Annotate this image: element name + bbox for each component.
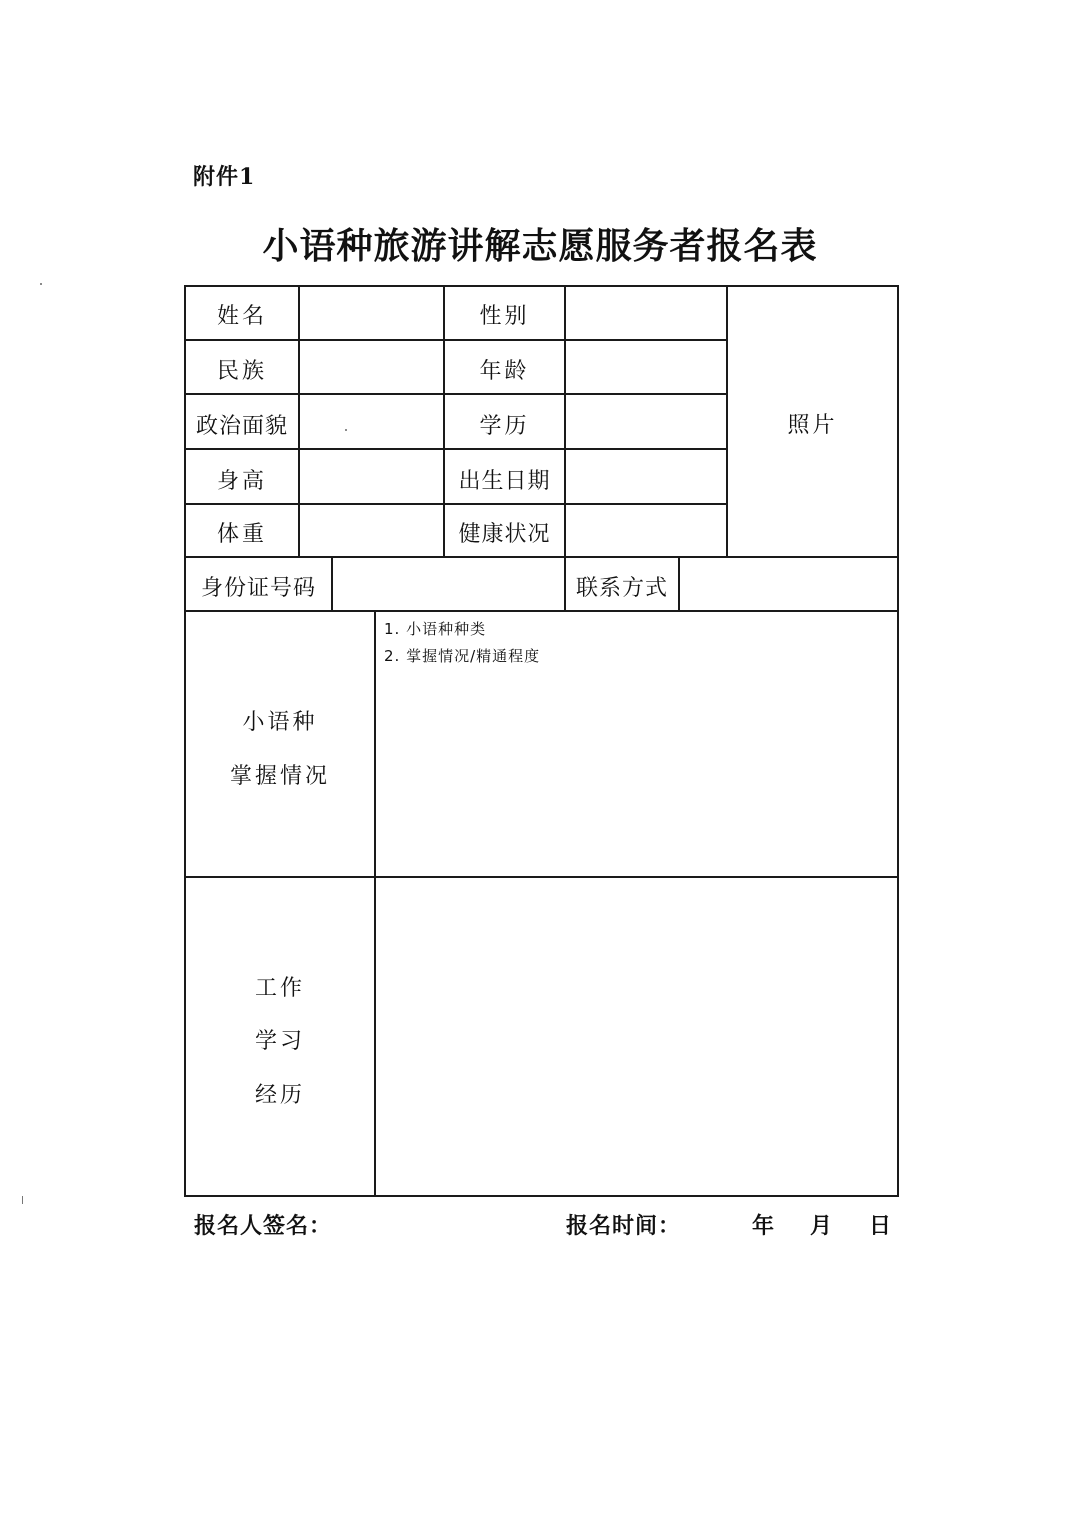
gender-label-cell — [443, 285, 566, 341]
scan-speck — [345, 429, 347, 431]
language-note-1: 1. 小语种种类 — [384, 620, 487, 638]
weight-input-cell[interactable] — [298, 503, 445, 558]
weight-label-cell — [184, 503, 300, 558]
height-label-cell — [184, 448, 300, 505]
gender-input-cell[interactable] — [564, 285, 728, 341]
education-label-cell — [443, 393, 566, 450]
id-label-cell — [184, 556, 333, 612]
political-label-cell — [184, 393, 300, 450]
language-note-2: 2. 掌握情况/精通程度 — [384, 647, 541, 665]
attachment-label: 附件1 — [193, 164, 256, 190]
photo-cell[interactable] — [726, 285, 899, 558]
name-input-cell[interactable] — [298, 285, 445, 341]
language-label-line2: 掌握情况 — [229, 764, 330, 789]
form-title: 小语种旅游讲解志愿服务者报名表 — [262, 225, 818, 267]
experience-label-line1: 工作 — [254, 976, 305, 1001]
language-label-line1: 小语种 — [242, 710, 318, 735]
age-label: 年龄 — [479, 359, 530, 384]
health-label-cell — [443, 503, 566, 558]
political-label: 政治面貌 — [195, 414, 288, 439]
language-input-cell[interactable] — [374, 610, 899, 878]
birthdate-input-cell[interactable] — [564, 448, 728, 505]
experience-label-line2: 学习 — [254, 1029, 305, 1054]
height-label: 身高 — [216, 469, 267, 494]
ethnicity-label-cell — [184, 339, 300, 395]
month-label: 月 — [810, 1214, 834, 1239]
scan-speck — [40, 283, 42, 285]
contact-input-cell[interactable] — [678, 556, 899, 612]
date-label: 报名时间： — [566, 1214, 682, 1239]
health-label: 健康状况 — [458, 522, 551, 547]
contact-label-cell — [564, 556, 680, 612]
ethnicity-input-cell[interactable] — [298, 339, 445, 395]
birthdate-label-cell — [443, 448, 566, 505]
gender-label: 性别 — [479, 304, 530, 329]
name-label: 姓名 — [216, 304, 267, 329]
age-input-cell[interactable] — [564, 339, 728, 395]
contact-label: 联系方式 — [575, 576, 668, 601]
ethnicity-label: 民族 — [216, 359, 267, 384]
day-label: 日 — [869, 1214, 893, 1239]
age-label-cell — [443, 339, 566, 395]
experience-label-line3: 经历 — [254, 1083, 305, 1108]
birthdate-label: 出生日期 — [458, 469, 551, 494]
id-input-cell[interactable] — [331, 556, 566, 612]
language-label-cell — [184, 610, 376, 878]
year-label: 年 — [752, 1214, 776, 1239]
political-input-cell[interactable] — [298, 393, 445, 450]
education-label: 学历 — [479, 414, 530, 439]
name-label-cell — [184, 285, 300, 341]
health-input-cell[interactable] — [564, 503, 728, 558]
scan-mark — [22, 1196, 23, 1204]
experience-label-cell — [184, 876, 376, 1197]
weight-label: 体重 — [216, 522, 267, 547]
id-label: 身份证号码 — [200, 576, 316, 601]
photo-label: 照片 — [787, 413, 838, 438]
education-input-cell[interactable] — [564, 393, 728, 450]
height-input-cell[interactable] — [298, 448, 445, 505]
experience-input-cell[interactable] — [374, 876, 899, 1197]
signature-label: 报名人签名： — [194, 1214, 333, 1239]
